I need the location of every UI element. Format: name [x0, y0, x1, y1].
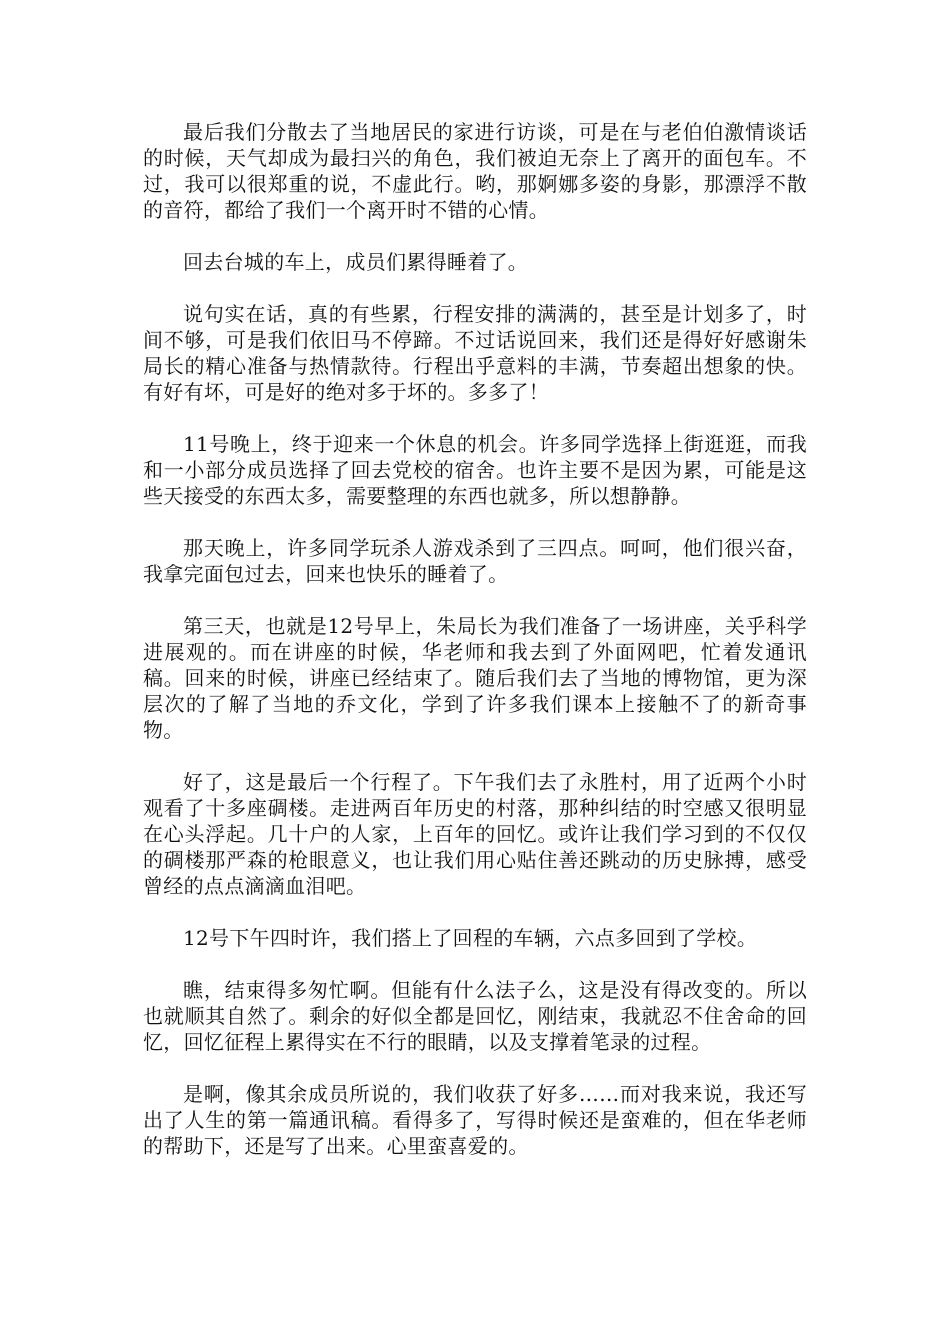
paragraph-5: 那天晚上，许多同学玩杀人游戏杀到了三四点。呵呵，他们很兴奋，我拿完面包过去，回来也快乐的睡着了。: [143, 536, 807, 586]
paragraph-4: 11号晚上，终于迎来一个休息的机会。许多同学选择上街逛逛，而我和一小部分成员选择了回去党校的宿舍。也许主要不是因为累，可能是这些天接受的东西太多，需要整理的东西也就多，所以想静静。: [143, 432, 807, 508]
paragraph-3: 说句实在话，真的有些累，行程安排的满满的，甚至是计划多了，时间不够，可是我们依旧马不停蹄。不过话说回来，我们还是得好好感谢朱局长的精心准备与热情款待。行程出乎意料的丰满，节奏超出想象的快。有好有坏，可是好的绝对多于坏的。多多了！: [143, 302, 807, 404]
paragraph-6: 第三天，也就是12号早上，朱局长为我们准备了一场讲座，关乎科学进展观的。而在讲座的时候，华老师和我去到了外面网吧，忙着发通讯稿。回来的时候，讲座已经结束了。随后我们去了当地的博物馆，更为深层次的了解了当地的乔文化，学到了许多我们课本上接触不了的新奇事物。: [143, 614, 807, 742]
paragraph-8: 12号下午四时许，我们搭上了回程的车辆，六点多回到了学校。: [183, 926, 758, 950]
paragraph-10: 是啊，像其余成员所说的，我们收获了好多……而对我来说，我还写出了人生的第一篇通讯稿。看得多了，写得时候还是蛮难的，但在华老师的帮助下，还是写了出来。心里蛮喜爱的。: [143, 1082, 807, 1158]
paragraph-1: 最后我们分散去了当地居民的家进行访谈，可是在与老伯伯激情谈话的时候，天气却成为最扫兴的角色，我们被迫无奈上了离开的面包车。不过，我可以很郑重的说，不虚此行。哟，那婀娜多姿的身影，那漂浮不散的音符，都给了我们一个离开时不错的心情。: [143, 120, 807, 222]
document-body: [143, 119, 807, 1185]
paragraph-2: 回去台城的车上，成员们累得睡着了。: [183, 250, 529, 274]
paragraph-7: 好了，这是最后一个行程了。下午我们去了永胜村，用了近两个小时观看了十多座碉楼。走进两百年历史的村落，那种纠结的时空感又很明显在心头浮起。几十户的人家，上百年的回忆。或许让我们学习到的不仅仅的碉楼那严森的枪眼意义，也让我们用心贴住善还跳动的历史脉搏，感受曾经的点点滴滴血泪吧。: [143, 770, 807, 898]
paragraph-9: 瞧，结束得多匆忙啊。但能有什么法子么，这是没有得改变的。所以也就顺其自然了。剩余的好似全都是回忆，刚结束，我就忍不住舍命的回忆，回忆征程上累得实在不行的眼睛，以及支撑着笔录的过程。: [143, 978, 807, 1054]
